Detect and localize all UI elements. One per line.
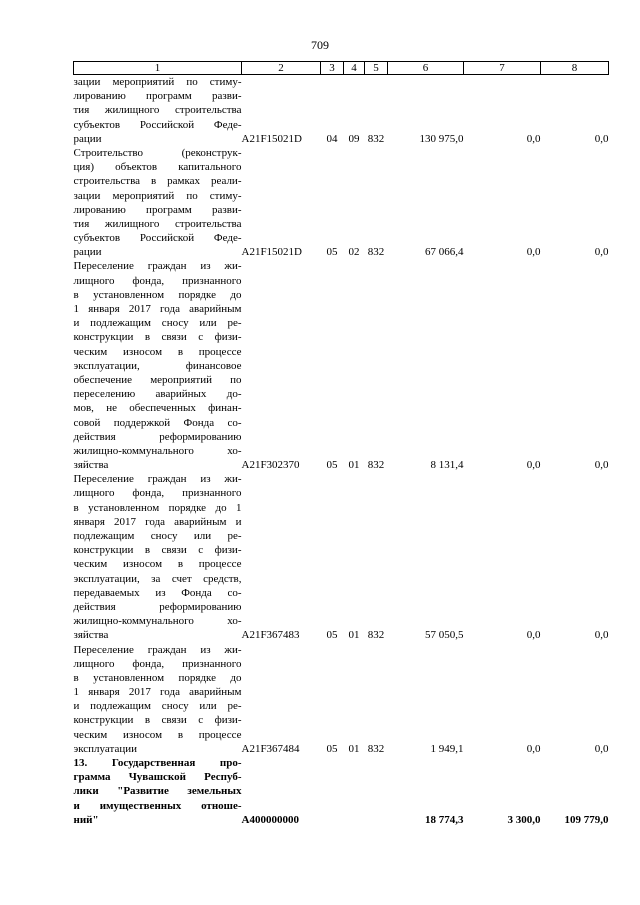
description-line: субъектов Российской Феде- bbox=[73, 232, 242, 245]
ministry-code: 05 bbox=[326, 629, 338, 642]
description-line: лированию программ разви- bbox=[73, 203, 242, 216]
expense-type-code: 832 bbox=[367, 132, 385, 145]
description-line: Строительство (реконструк- bbox=[73, 146, 242, 159]
description-line: тия жилищного строительства bbox=[73, 217, 242, 230]
column-header-5: 5 bbox=[365, 62, 388, 75]
description-line: грамма Чувашской Респуб- bbox=[73, 771, 242, 784]
expense-type-code: 832 bbox=[367, 629, 385, 642]
description-line: зяйства bbox=[73, 459, 109, 472]
description-line: мов, не обеспеченных финан- bbox=[73, 402, 242, 415]
amount-column-7: 3 300,0 bbox=[507, 813, 541, 826]
amount-column-6: 67 066,4 bbox=[425, 246, 464, 259]
expense-type-code: 832 bbox=[367, 742, 385, 755]
amount-column-7: 0,0 bbox=[526, 742, 541, 755]
subsection-code: 01 bbox=[348, 459, 360, 472]
description-line: субъектов Российской Феде- bbox=[73, 118, 242, 131]
description-line: передаваемых из Фонда со- bbox=[73, 586, 242, 599]
target-article-code: А21F15021D bbox=[241, 246, 303, 259]
amount-column-6: 8 131,4 bbox=[430, 459, 464, 472]
amount-column-8: 0,0 bbox=[594, 246, 609, 259]
amount-column-8: 0,0 bbox=[594, 132, 609, 145]
target-article-code: А21F302370 bbox=[241, 459, 300, 472]
description-line: в установленном порядке до bbox=[73, 288, 242, 301]
description-line: в установленном порядке до bbox=[73, 671, 242, 684]
description-line: и подлежащим сносу или ре- bbox=[73, 700, 242, 713]
amount-column-8: 0,0 bbox=[594, 742, 609, 755]
amount-column-6: 57 050,5 bbox=[425, 629, 464, 642]
row-description bbox=[74, 146, 242, 260]
ministry-code: 05 bbox=[326, 742, 338, 755]
description-line: рации bbox=[73, 132, 102, 145]
subsection-code bbox=[344, 756, 365, 827]
row-description bbox=[74, 259, 242, 472]
expense-type-code: 832 bbox=[367, 459, 385, 472]
amount-column-8: 109 779,0 bbox=[564, 813, 609, 826]
description-line: ческим износом в процессе bbox=[73, 558, 242, 571]
description-line: лики "Развитие земельных bbox=[73, 785, 242, 798]
amount-column-7: 0,0 bbox=[526, 246, 541, 259]
description-line: ний" bbox=[73, 813, 99, 826]
column-header-7: 7 bbox=[464, 62, 541, 75]
description-line: лированию программ разви- bbox=[73, 90, 242, 103]
amount-column-8: 0,0 bbox=[594, 629, 609, 642]
description-line: ческим износом в процессе bbox=[73, 728, 242, 741]
description-line: и имущественных отноше- bbox=[73, 799, 242, 812]
column-header-6: 6 bbox=[388, 62, 464, 75]
target-article-code: А400000000 bbox=[241, 813, 299, 826]
column-header-4: 4 bbox=[344, 62, 365, 75]
amount-column-6: 130 975,0 bbox=[419, 132, 464, 145]
description-line: Переселение граждан из жи- bbox=[73, 473, 242, 486]
column-header-1: 1 bbox=[74, 62, 242, 75]
amount-column-8: 0,0 bbox=[594, 459, 609, 472]
description-line: лищного фонда, признанного bbox=[73, 274, 242, 287]
row-description bbox=[74, 472, 242, 642]
description-line: января 2017 года аварийным и bbox=[73, 515, 242, 528]
description-line: жилищно-коммунального хо- bbox=[73, 615, 242, 628]
subsection-code: 09 bbox=[348, 132, 360, 145]
description-line: зяйства bbox=[73, 629, 109, 642]
table-row bbox=[74, 756, 609, 827]
description-line: и подлежащим сносу или ре- bbox=[73, 317, 242, 330]
row-description bbox=[74, 75, 242, 146]
description-line: лищного фонда, признанного bbox=[73, 657, 242, 670]
ministry-code: 05 bbox=[326, 246, 338, 259]
table-row bbox=[74, 472, 609, 642]
ministry-code bbox=[321, 756, 344, 827]
row-description bbox=[74, 756, 242, 827]
subsection-code: 02 bbox=[348, 246, 360, 259]
table-body bbox=[74, 75, 609, 827]
table-row bbox=[74, 643, 609, 757]
column-header-3: 3 bbox=[321, 62, 344, 75]
amount-column-6: 1 949,1 bbox=[430, 742, 464, 755]
table-row bbox=[74, 75, 609, 146]
description-line: тия жилищного строительства bbox=[73, 104, 242, 117]
target-article-code: А21F367484 bbox=[241, 742, 300, 755]
column-number-header bbox=[74, 62, 609, 75]
description-line: зации мероприятий по стиму- bbox=[73, 189, 242, 202]
subsection-code: 01 bbox=[348, 629, 360, 642]
amount-column-6: 18 774,3 bbox=[425, 813, 464, 826]
description-line: действия реформированию bbox=[73, 430, 242, 443]
description-line: конструкции в связи с физи- bbox=[73, 544, 242, 557]
description-line: конструкции в связи с физи- bbox=[73, 331, 242, 344]
target-article-code: А21F15021D bbox=[241, 132, 303, 145]
subsection-code: 01 bbox=[348, 742, 360, 755]
description-line: ческим износом в процессе bbox=[73, 345, 242, 358]
page-number: 709 bbox=[311, 38, 329, 52]
ministry-code: 05 bbox=[326, 459, 338, 472]
column-header-2: 2 bbox=[242, 62, 321, 75]
amount-column-7: 0,0 bbox=[526, 132, 541, 145]
description-line: 1 января 2017 года аварийным bbox=[73, 303, 242, 315]
amount-column-7: 0,0 bbox=[526, 629, 541, 642]
amount-column-7: 0,0 bbox=[526, 459, 541, 472]
description-line: 1 января 2017 года аварийным bbox=[73, 686, 242, 699]
expense-type-code bbox=[365, 756, 388, 827]
description-line: жилищно-коммунального хо- bbox=[73, 444, 242, 457]
description-line: ция) объектов капитального bbox=[73, 161, 242, 174]
expense-type-code: 832 bbox=[367, 246, 385, 259]
description-line: Переселение граждан из жи- bbox=[73, 260, 242, 273]
description-line: зации мероприятий по стиму- bbox=[73, 76, 242, 88]
target-article-code: А21F367483 bbox=[241, 629, 300, 642]
description-line: обеспечение мероприятий по bbox=[73, 373, 242, 386]
description-line: действия реформированию bbox=[73, 600, 242, 613]
description-line: лищного фонда, признанного bbox=[73, 487, 242, 500]
description-line: совой поддержкой Фонда со- bbox=[73, 416, 242, 429]
description-line: рации bbox=[73, 246, 102, 259]
description-line: подлежащим сносу или ре- bbox=[73, 530, 242, 542]
column-header-8: 8 bbox=[541, 62, 609, 75]
table-row bbox=[74, 259, 609, 472]
description-line: конструкции в связи с физи- bbox=[73, 714, 242, 727]
description-line: эксплуатации bbox=[73, 742, 137, 755]
budget-table bbox=[73, 61, 609, 827]
ministry-code: 04 bbox=[326, 132, 338, 145]
description-line: эксплуатации, финансовое bbox=[73, 359, 242, 372]
description-line: переселению аварийных до- bbox=[73, 388, 242, 401]
description-line: строительства в рамках реали- bbox=[73, 175, 242, 188]
table-row bbox=[74, 146, 609, 260]
row-description bbox=[74, 643, 242, 757]
description-line: Переселение граждан из жи- bbox=[73, 643, 242, 656]
description-line: 13. Государственная про- bbox=[73, 757, 242, 769]
description-line: эксплуатации, за счет средств, bbox=[73, 572, 242, 585]
description-line: в установленном порядке до 1 bbox=[73, 501, 242, 514]
